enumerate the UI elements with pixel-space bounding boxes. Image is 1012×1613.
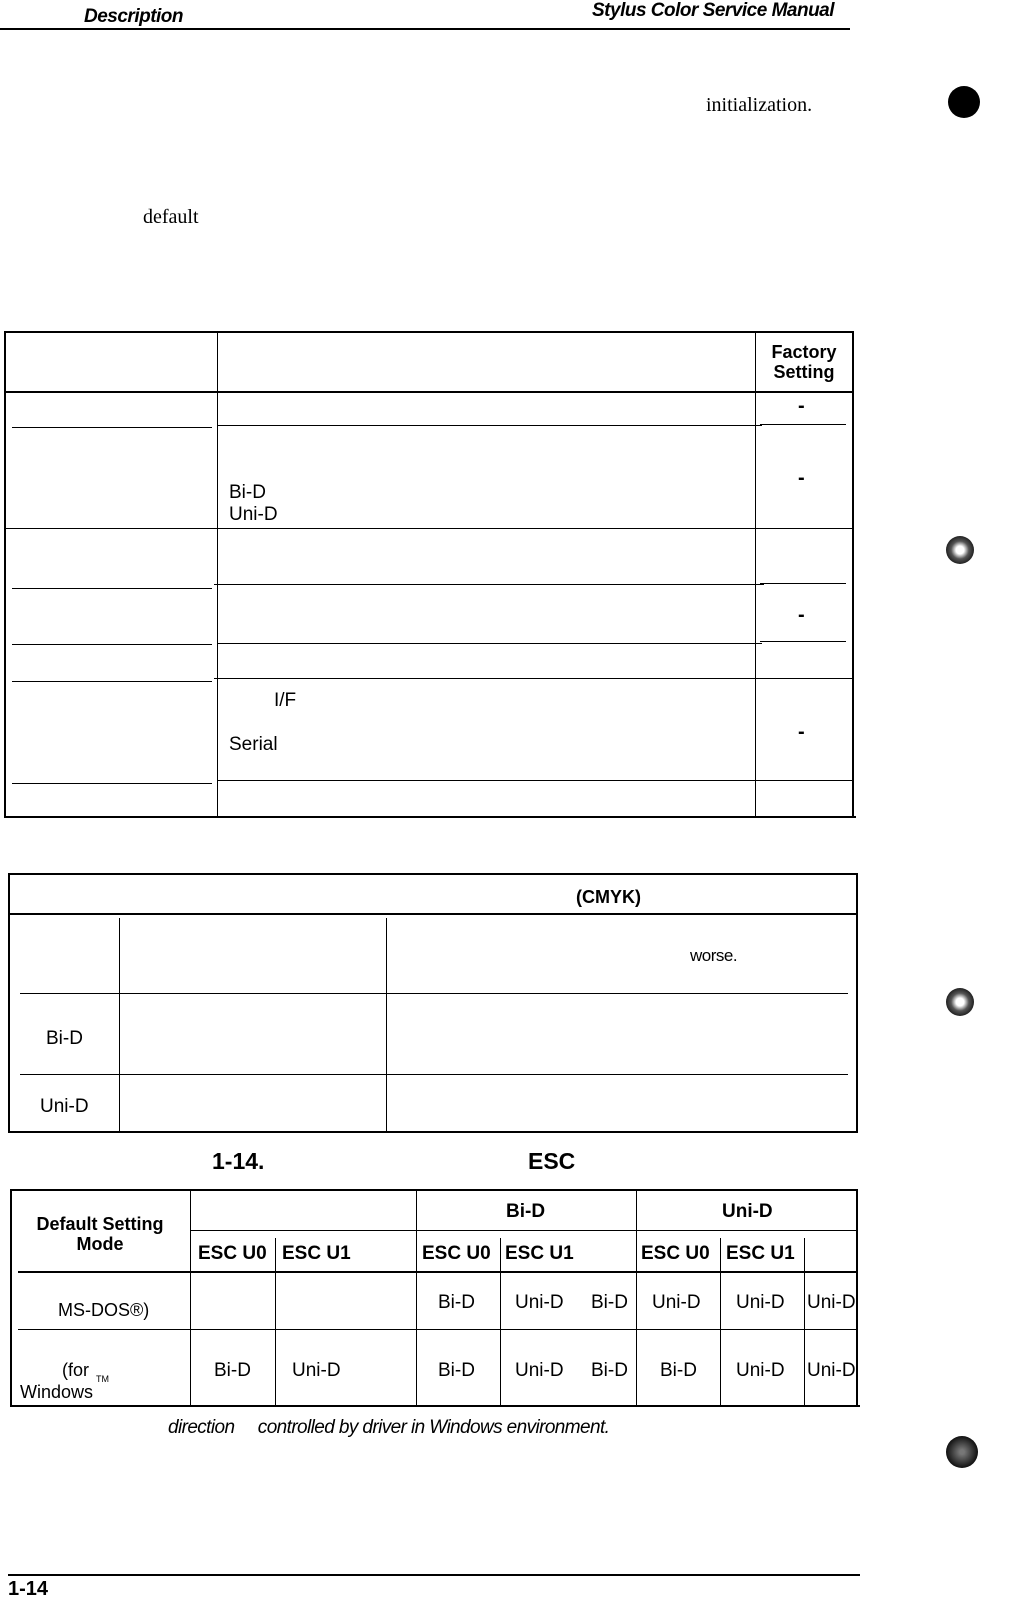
option-unid: Uni-D — [229, 504, 278, 525]
table3-caption-esc: ESC — [528, 1148, 576, 1174]
table3-subheader: ESC U0 — [422, 1243, 491, 1264]
table3-cell: Bi-D — [438, 1360, 475, 1381]
table3-cell: Bi-D — [214, 1360, 251, 1381]
factory-setting-header: Factory Setting — [771, 342, 837, 382]
table3-row2-label-top: (for — [62, 1360, 89, 1380]
factory-mark: - — [798, 467, 805, 489]
table3-note: direction controlled by driver in Windows environment. — [168, 1417, 610, 1438]
table3-group-unid: Uni-D — [722, 1201, 773, 1222]
punch-hole-mark — [948, 86, 980, 118]
table3-subheader: ESC U1 — [282, 1243, 351, 1264]
table3-cell: Bi-D — [660, 1360, 697, 1381]
punch-hole-mark — [946, 536, 974, 564]
header-rule — [0, 28, 850, 30]
table2-title-fragment: (CMYK) — [576, 887, 641, 907]
table3-group-bid: Bi-D — [506, 1201, 546, 1222]
option-bid: Bi-D — [229, 482, 266, 503]
table3-subheader: ESC U0 — [641, 1243, 710, 1264]
table3-cell: Uni-D — [515, 1360, 564, 1381]
table3-cell: Uni-D — [292, 1360, 341, 1381]
footer-rule — [8, 1574, 860, 1576]
table2-row-unid: Uni-D — [40, 1096, 89, 1117]
table3-subheader: ESC U1 — [726, 1243, 795, 1264]
factory-mark: - — [798, 395, 805, 417]
factory-mark: - — [798, 604, 805, 626]
footer-page-number: 1-14 — [8, 1578, 49, 1600]
header-manual-title: Stylus Color Service Manual — [592, 0, 835, 21]
table3-row2-label-bottom: Windows — [20, 1382, 94, 1402]
table2-worse: worse. — [690, 946, 738, 965]
table3-subheader: ESC U0 — [198, 1243, 267, 1264]
table3-cell: Uni-D — [807, 1360, 856, 1381]
table3-cell: Uni-D — [807, 1292, 856, 1313]
table3-cell: Bi-D — [591, 1360, 628, 1381]
table3-cell: Uni-D — [515, 1292, 564, 1313]
punch-hole-mark — [946, 1436, 978, 1468]
table3-cell: Uni-D — [736, 1360, 785, 1381]
table3-subheader: ESC U1 — [505, 1243, 574, 1264]
header-section-title: Description — [84, 6, 184, 27]
table3-cell: Uni-D — [652, 1292, 701, 1313]
table3-caption-number: 1-14. — [212, 1148, 265, 1174]
option-serial: Serial — [229, 734, 278, 755]
table3-default-setting-header: Default Setting Mode — [36, 1214, 164, 1254]
table3-cell: Uni-D — [736, 1292, 785, 1313]
punch-hole-mark — [946, 988, 974, 1016]
factory-mark: - — [798, 721, 805, 743]
table3-row1-label: MS-DOS®) — [58, 1300, 150, 1320]
table3-cell: Bi-D — [591, 1292, 628, 1313]
table2-row-bid: Bi-D — [46, 1028, 83, 1049]
body-text-default: default — [143, 206, 199, 228]
body-text-initialization: initialization. — [706, 94, 813, 116]
option-if: I/F — [274, 690, 297, 711]
table3-row2-tm: TM — [96, 1374, 109, 1384]
table3-cell: Bi-D — [438, 1292, 475, 1313]
